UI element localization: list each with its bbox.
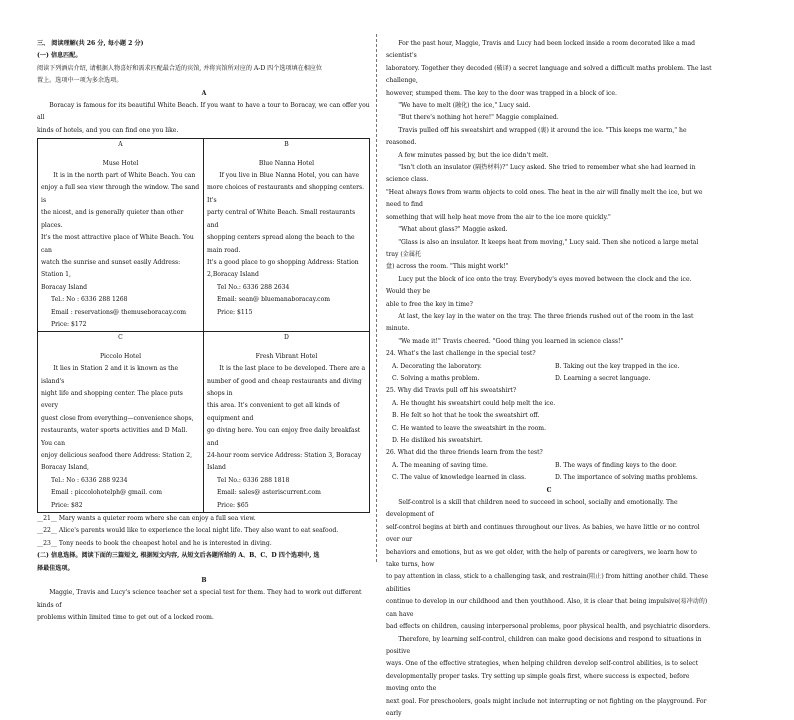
hotel-body-line: night life and shopping center. The place puts every <box>41 389 183 410</box>
option: C. The value of knowledge learned in class. <box>392 474 527 482</box>
story-line: At last, the key lay in the water on the tray. The three friends rushed out of the room in the last minute. <box>386 312 694 333</box>
hotel-letter: C <box>118 334 123 342</box>
option: D. Learning a secret language. <box>555 374 651 382</box>
hotel-cell-c <box>38 332 204 513</box>
hotel-body-line: restaurants, water sports activities and D Mall. You can <box>41 427 188 447</box>
option: A. Decorating the laboratory. <box>392 362 482 370</box>
question-25: 25. Why did Travis pull off his sweatshirt? <box>386 387 517 395</box>
passage-c-line: continue to develop in our childhood and then youthhood. Also, it is clear that being impulsive(易冲动的) can have <box>386 598 708 618</box>
option: A. The meaning of saving time. <box>392 461 488 469</box>
passage-c-line: ways. One of the effective strategies, when helping children develop self-control abilities, is to select <box>386 660 699 668</box>
option: B. He felt so hot that he took the sweatshirt off. <box>392 412 540 420</box>
hotel-letter: B <box>284 141 289 149</box>
hotel-body-line: Boracay Island <box>41 283 88 291</box>
passage-c-line: behaviors and emotions, but as we get older, with the help of parents or caregivers, we learn how to take turns, how <box>386 548 697 569</box>
option: C. He wanted to leave the sweatshirt in the room. <box>392 424 547 432</box>
option: B. Taking out the key trapped in the ice. <box>555 362 680 370</box>
passage-c-label: C <box>546 486 552 494</box>
hotel-body-line: It's a good place to go shopping Address: Station <box>207 258 359 266</box>
hotel-body-line: It's the most attractive place of White Beach. You can <box>41 234 194 254</box>
story-line: laboratory. Together they decoded (破译) a secret language and solved a difficult maths problem. The last challenge, <box>386 64 712 85</box>
hotel-body-line: Boracay Island, <box>41 464 89 472</box>
hotel-body-line: It lies in Station 2 and it is known as the island's <box>41 365 179 385</box>
story-line: "We made it!" Travis cheered. "Good thing you learned in science class!" <box>398 337 624 345</box>
hotel-body-line: this area. It's convenient to get all kinds of equipment and <box>207 402 340 422</box>
option: C. Solving a maths problem. <box>392 374 480 382</box>
hotel-body-line: enjoy delicious seafood there Address: Station 2, <box>41 452 193 459</box>
hotel-letter: A <box>118 141 123 149</box>
hotel-name: Fresh Vibrant Hotel <box>255 352 318 360</box>
instruction-line: 阅读下列酒店介绍, 请根据人物喜好和需求匹配最合适的宾馆, 并将宾馆所对应的 A-D 四个选项填在相应位 <box>37 64 322 72</box>
passage-c-line: developmentally proper tasks. Try setting up simple goals first, where success is expected, before moving onto the <box>386 672 690 693</box>
story-line: "We have to melt (融化) the ice," Lucy said. <box>398 102 531 110</box>
passage-b-label: B <box>201 577 207 585</box>
story-line: Lucy put the block of ice onto the tray. Everybody's eyes moved between the clock and the ice. Would they be <box>386 275 692 296</box>
part2-title-cont: 择最佳选项。 <box>37 564 74 572</box>
passage-b-line: problems within limited time to get out of a locked room. <box>37 614 214 622</box>
options-row <box>386 460 712 472</box>
hotel-body-line: 2,Boracay Island <box>207 271 259 279</box>
hotel-name: Blue Nanna Hotel <box>258 159 315 167</box>
story-line: "What about glass?" Maggie asked. <box>398 226 508 234</box>
hotel-name: Piccolo Hotel <box>99 352 142 360</box>
column-divider <box>376 34 377 562</box>
hotel-email: Email: sales@ asteriscurrent.com <box>217 489 321 497</box>
story-line: something that will help heat move from the air to the ice more quickly." <box>386 213 611 221</box>
story-line: Travis pulled off his sweatshirt and wrapped (裹) it around the ice. "This keeps me warm," he reasoned. <box>386 126 687 147</box>
hotel-body-line: shopping centers spread along the beach to the main road. <box>207 234 355 254</box>
hotel-body-line: If you live in Blue Nanna Hotel, you can have <box>219 172 360 180</box>
hotel-body-line: enjoy a full sea view through the window. The sand is <box>41 184 200 204</box>
story-line: "Glass is also an insulator. It keeps heat from moving," Lucy said. Then she noticed a large metal tray (金属托 <box>386 238 699 258</box>
intro-line: kinds of hotels, and you can find one you like. <box>37 126 179 134</box>
hotel-body-line: party central of White Beach. Small restaurants and <box>207 209 356 229</box>
right-column <box>386 38 712 720</box>
story-line: For the past hour, Maggie, Travis and Lucy had been locked inside a room decorated like a mad scientist's <box>386 40 696 60</box>
story-line: A few minutes passed by, but the ice didn't melt. <box>398 151 549 159</box>
match-item-23: __23__ Tony needs to book the cheapest hotel and he is interested in diving. <box>37 539 272 547</box>
match-item-21: __21__ Mary wants a quieter room where she can enjoy a full sea view. <box>37 515 256 523</box>
hotel-name: Muse Hotel <box>102 159 139 167</box>
hotel-body-line: go diving here. You can enjoy free daily breakfast and <box>207 427 361 447</box>
question-26: 26. What did the three friends learn from the test? <box>386 449 543 457</box>
hotel-letter: D <box>284 334 289 342</box>
story-line: able to free the key in time? <box>386 300 473 308</box>
hotel-body-line: number of good and cheap restaurants and diving shops in <box>207 377 362 397</box>
story-line: however, stumped them. The key to the door was trapped in a block of ice. <box>386 89 617 97</box>
passage-c-line: bad effects on children, causing interpersonal problems, poor physical health, and psychiatric disorders. <box>386 623 711 631</box>
option: D. He disliked his sweatshirt. <box>392 437 483 444</box>
part1-title: (一) 信息匹配。 <box>37 52 82 60</box>
intro-line: Boracay is famous for its beautiful White Beach. If you want to have a tour to Boracay, we can offer you all <box>37 102 370 122</box>
options-row <box>386 373 712 385</box>
hotel-body-line: It is the last place to be developed. There are a <box>219 365 366 373</box>
hotel-price: Price: $115 <box>217 308 253 316</box>
hotel-body-line: 24-hour room service Address: Station 3, Boracay Island <box>207 452 362 472</box>
option: A. He thought his sweatshirt could help melt the ice. <box>392 399 556 407</box>
passage-c-line: to pay attention in class, stick to a challenging task, and restrain(阻止) from hitting another child. These abilities <box>386 573 709 593</box>
hotel-body-line: the nicest, and is generally quieter than other places. <box>41 209 184 229</box>
hotel-email: Email: sean@ bluemanaboracay.com <box>217 296 331 304</box>
left-column <box>37 38 371 625</box>
hotel-tel: Tel.: No : 6336 288 1268 <box>51 296 128 304</box>
hotel-price: Price: $82 <box>51 501 83 509</box>
passage-a-label: A <box>201 89 207 97</box>
hotel-cell-a <box>38 139 204 332</box>
hotel-body-line: watch the sunrise and sunset easily Address: Station 1, <box>41 258 181 279</box>
hotel-body-line: It is in the north part of White Beach. You can <box>53 172 196 180</box>
passage-c-line: Self-control is a skill that children need to succeed in school, socially and emotionally. The development of <box>386 499 678 519</box>
passage-c-line: self-control begins at birth and continues throughout our lives. As babies, we have little or no control over our <box>386 523 700 544</box>
hotel-body-line: guest close from everything—convenience shops, <box>41 414 194 422</box>
section-title: 三、 阅读理解(共 26 分, 每小题 2 分) <box>37 40 144 47</box>
option: D. The importance of solving maths problems. <box>555 474 698 482</box>
hotel-cell-d <box>204 332 370 513</box>
hotel-tel: Tel No.: 6336 288 1818 <box>217 476 290 484</box>
options-row <box>386 361 712 373</box>
story-line: "But there's nothing hot here!" Maggie complained. <box>398 114 559 122</box>
hotel-table <box>37 138 370 513</box>
hotel-price: Price: $65 <box>217 501 249 509</box>
passage-c-line: next goal. For preschoolers, goals might include not interrupting or not fighting on the playground. For early <box>386 697 707 717</box>
match-item-22: __22__ Alice's parents would like to experience the local night life. They also want to eat seafood. <box>37 527 339 535</box>
hotel-email: Email : piccolohotelph@ gmail. com <box>51 489 163 497</box>
story-line: "Heat always flows from warm objects to cold ones. The heat in the air will finally melt the ice, but we need to find <box>386 188 703 209</box>
hotel-body-line: more choices of restaurants and shopping centers. It's <box>207 184 365 204</box>
part2-title: (二) 信息选择。阅读下面的三篇短文, 根据短文内容, 从短文后各题所给的 A、B、C、D 四个选项中, 选 <box>37 552 320 560</box>
hotel-email: Email : reservations@ themuseboracay.com <box>51 308 187 316</box>
hotel-tel: Tel No.: 6336 288 2634 <box>217 283 290 291</box>
story-line: "Isn't cloth an insulator (隔热材料)?" Lucy asked. She tried to remember what she had learned in science class. <box>386 164 696 184</box>
hotel-price: Price: $172 <box>51 320 87 328</box>
passage-b-line: Maggie, Travis and Lucy's science teacher set a special test for them. They had to work out different kinds of <box>37 589 362 609</box>
option: B. The ways of finding keys to the door. <box>555 461 677 469</box>
hotel-cell-b <box>204 139 370 332</box>
hotel-tel: Tel.: No : 6336 288 9234 <box>51 476 128 484</box>
story-line: 盘) across the room. "This might work!" <box>386 263 509 271</box>
instruction-line: 置上。选项中一项为多余选项。 <box>37 77 123 85</box>
options-row <box>386 472 712 484</box>
question-24: 24. What's the last challenge in the special test? <box>386 350 536 358</box>
passage-c-line: Therefore, by learning self-control, children can make good decisions and respond to situations in positive <box>386 635 702 655</box>
